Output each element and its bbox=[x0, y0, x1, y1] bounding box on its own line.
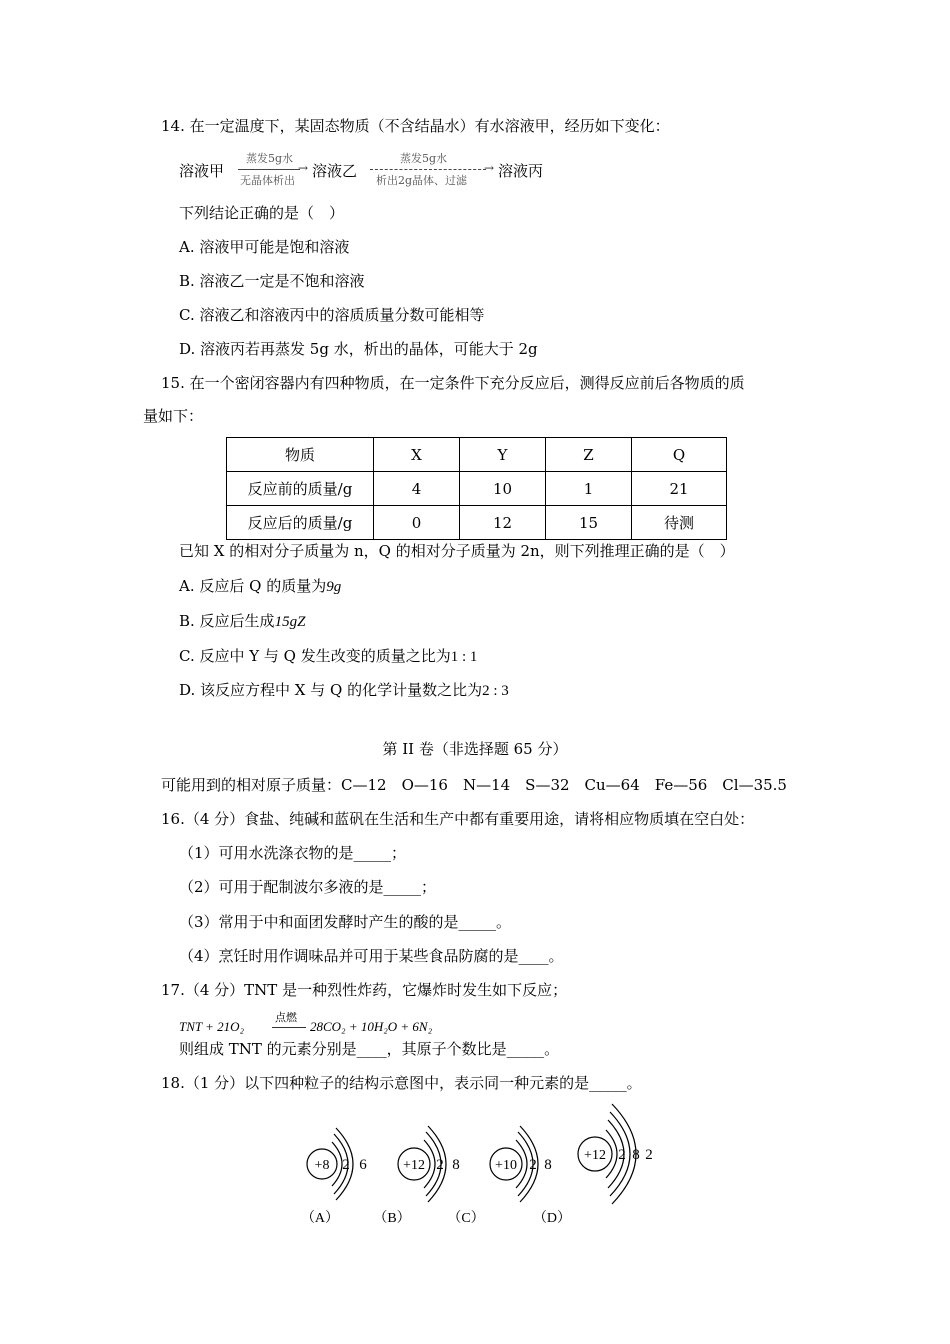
arrow2-line bbox=[370, 169, 486, 170]
arrow1-head: → bbox=[298, 161, 309, 175]
table-header-cell: Q bbox=[632, 438, 727, 472]
arrow2-bottom-label: 析出2g晶体、过滤 bbox=[376, 174, 468, 187]
table-cell: 待测 bbox=[632, 506, 727, 540]
table-row bbox=[227, 506, 727, 540]
table-header-cell: Y bbox=[460, 438, 546, 472]
shell-electrons: 8 bbox=[452, 1157, 460, 1173]
q16-item-4: （4）烹饪时用作调味品并可用于某些食品防腐的是____。 bbox=[179, 947, 564, 965]
solution-b: 溶液乙 bbox=[312, 162, 358, 180]
particle-label: （D） bbox=[532, 1211, 572, 1226]
option-math: 9g bbox=[326, 579, 342, 595]
evaporation-arrow-2 bbox=[370, 150, 496, 190]
q15-option-b[interactable] bbox=[179, 611, 305, 632]
q16-stem: 16.（4 分）食盐、纯碱和蓝矾在生活和生产中都有重要用途，请将相应物质填在空白处： bbox=[161, 810, 755, 828]
q14-option-c[interactable]: C. 溶液乙和溶液丙中的溶质质量分数可能相等 bbox=[179, 306, 485, 324]
shell-electrons: 2 bbox=[436, 1157, 444, 1173]
table-header-cell: X bbox=[374, 438, 460, 472]
arrow2-head: → bbox=[484, 161, 495, 175]
nucleus-charge: +12 bbox=[403, 1158, 425, 1173]
arrow2-top-label: 蒸发5g水 bbox=[400, 152, 448, 165]
option-math: 1 : 1 bbox=[450, 649, 478, 665]
equation-left: TNT + 21O₂ bbox=[179, 1019, 245, 1034]
q16-item-2: （2）可用于配制波尔多液的是_____； bbox=[179, 878, 437, 896]
solution-c: 溶液丙 bbox=[498, 162, 544, 180]
shell-electrons: 2 bbox=[529, 1157, 537, 1173]
q18-stem: 18.（1 分）以下四种粒子的结构示意图中，表示同一种元素的是_____。 bbox=[161, 1074, 642, 1092]
table-cell: 0 bbox=[374, 506, 460, 540]
option-math: 15gZ bbox=[274, 614, 306, 630]
table-cell: 10 bbox=[460, 472, 546, 506]
q14-option-a[interactable]: A. 溶液甲可能是饱和溶液 bbox=[179, 238, 350, 256]
table-header-row bbox=[227, 438, 727, 472]
particle-label: （C） bbox=[447, 1211, 485, 1226]
table-header-cell: 物质 bbox=[227, 438, 374, 472]
table-cell: 反应后的质量/g bbox=[227, 506, 374, 540]
q14-question: 下列结论正确的是（ ） bbox=[179, 204, 345, 222]
option-text: C. 反应中 Y 与 Q 发生改变的质量之比为 bbox=[179, 647, 451, 665]
q17-stem: 17.（4 分）TNT 是一种烈性炸药，它爆炸时发生如下反应； bbox=[161, 981, 568, 999]
part2-title: 第 II 卷（非选择题 65 分） bbox=[382, 740, 568, 758]
table-cell: 12 bbox=[460, 506, 546, 540]
shell-electrons: 8 bbox=[544, 1157, 552, 1173]
particle-label: （B） bbox=[373, 1211, 411, 1226]
table-cell: 4 bbox=[374, 472, 460, 506]
shell-electrons: 2 bbox=[618, 1147, 626, 1163]
equation-arrow-line bbox=[272, 1027, 306, 1028]
q14-option-d[interactable]: D. 溶液丙若再蒸发 5g 水，析出的晶体，可能大于 2g bbox=[179, 340, 538, 358]
q17-question: 则组成 TNT 的元素分别是____，其原子个数比是_____。 bbox=[179, 1040, 560, 1058]
table-cell: 1 bbox=[546, 472, 632, 506]
particle-label: （A） bbox=[300, 1211, 340, 1226]
solution-a: 溶液甲 bbox=[179, 162, 225, 180]
table-cell: 反应前的质量/g bbox=[227, 472, 374, 506]
table-cell: 21 bbox=[632, 472, 727, 506]
q15-option-c[interactable] bbox=[179, 646, 477, 667]
option-text: B. 反应后生成 bbox=[179, 612, 275, 630]
shell-electrons: 8 bbox=[632, 1147, 640, 1163]
nucleus-charge: +10 bbox=[495, 1158, 517, 1173]
equation-condition: 点燃 bbox=[275, 1011, 297, 1024]
q14-stem: 14. 在一定温度下，某固态物质（不含结晶水）有水溶液甲，经历如下变化： bbox=[161, 117, 670, 135]
q15-given: 已知 X 的相对分子质量为 n，Q 的相对分子质量为 2n，则下列推理正确的是（ ） bbox=[179, 542, 735, 560]
shell-electrons: 2 bbox=[645, 1147, 653, 1163]
q15-option-d[interactable] bbox=[179, 680, 509, 701]
arrow1-top-label: 蒸发5g水 bbox=[246, 152, 294, 165]
particle-a bbox=[301, 1128, 367, 1226]
arrow1-bottom-label: 无晶体析出 bbox=[240, 174, 295, 187]
shell-electrons: 2 bbox=[342, 1157, 350, 1173]
shell-electrons: 6 bbox=[359, 1157, 367, 1173]
evaporation-arrow-1 bbox=[236, 150, 308, 190]
arrow1-line bbox=[238, 169, 300, 170]
mass-table bbox=[226, 437, 727, 540]
option-text: A. 反应后 Q 的质量为 bbox=[179, 577, 327, 595]
equation-right: 28CO₂ + 10H₂O + 6N₂ bbox=[310, 1019, 433, 1034]
q16-item-1: （1）可用水洗涤衣物的是_____； bbox=[179, 844, 407, 862]
q15-stem-line2: 量如下： bbox=[143, 407, 204, 425]
table-cell: 15 bbox=[546, 506, 632, 540]
table-row bbox=[227, 472, 727, 506]
q16-item-3: （3）常用于中和面团发酵时产生的酸的是_____。 bbox=[179, 913, 512, 931]
nucleus-charge: +12 bbox=[584, 1148, 606, 1163]
particle-structure-diagrams bbox=[290, 1100, 670, 1232]
option-text: D. 该反应方程中 X 与 Q 的化学计量数之比为 bbox=[179, 681, 483, 699]
atomic-masses: 可能用到的相对原子质量：C—12 O—16 N—14 S—32 Cu—64 Fe—56 Cl—35.5 bbox=[161, 776, 787, 794]
nucleus-charge: +8 bbox=[314, 1158, 330, 1173]
q15-stem-line1: 15. 在一个密闭容器内有四种物质，在一定条件下充分反应后，测得反应前后各物质的质 bbox=[161, 374, 745, 392]
table-header-cell: Z bbox=[546, 438, 632, 472]
option-math: 2 : 3 bbox=[482, 683, 509, 699]
q14-option-b[interactable]: B. 溶液乙一定是不饱和溶液 bbox=[179, 272, 365, 290]
q15-option-a[interactable] bbox=[179, 576, 341, 597]
